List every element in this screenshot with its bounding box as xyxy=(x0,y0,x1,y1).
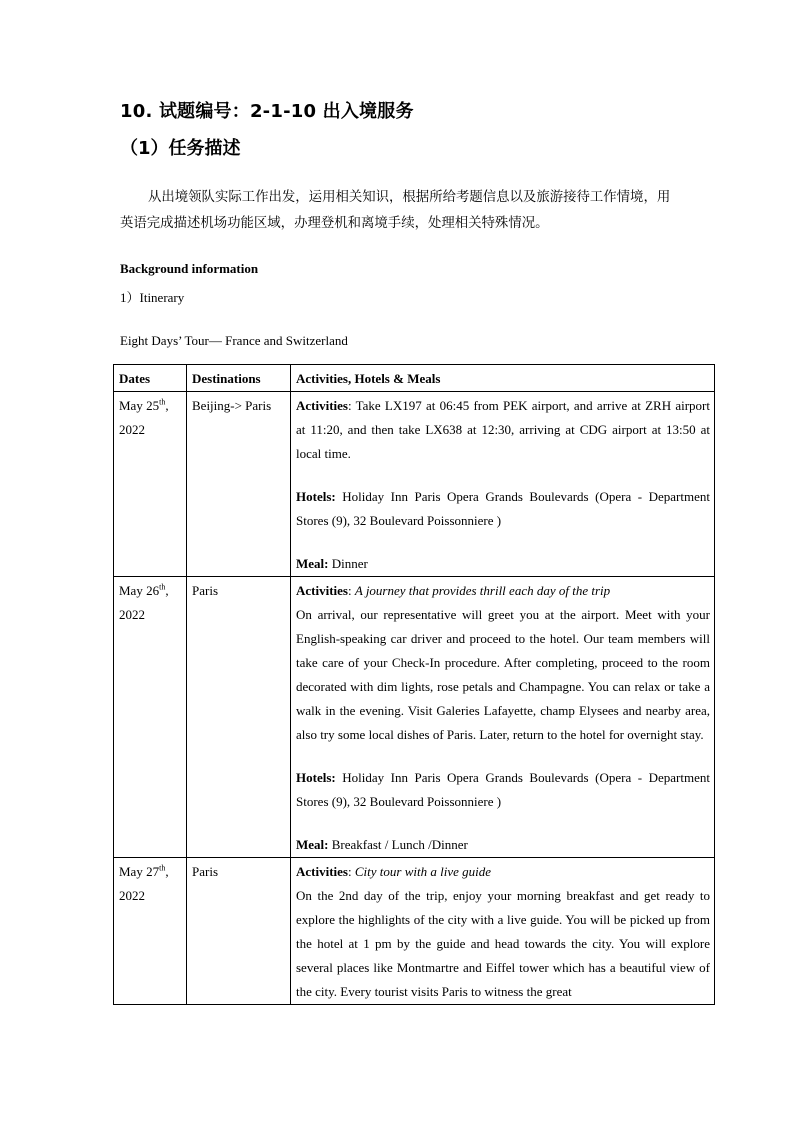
table-header-row xyxy=(114,365,715,392)
tour-title: Eight Days’ Tour— France and Switzerland xyxy=(120,333,348,348)
destination-cell: Paris xyxy=(187,858,291,1005)
header-dates: Dates xyxy=(114,365,187,392)
header-activities: Activities, Hotels & Meals xyxy=(291,365,715,392)
table-row xyxy=(114,577,715,858)
hotels-text: Hotels: Holiday Inn Paris Opera Grands Boulevards (Opera - Department Stores (9), 32 Boulevard Poissonniere ) xyxy=(296,489,710,528)
itinerary-label: 1）Itinerary xyxy=(120,290,185,305)
itinerary-table xyxy=(113,364,715,1005)
date-cell: May 25th, 2022 xyxy=(114,392,187,577)
activities-text: On arrival, our representative will greet you at the airport. Meet with your English-speaking car driver and proceed to the hotel. Our team members will take care of your Check-In procedure. After completing, proceed to the room decorated with dim lights, rose petals and Champagne. You can relax or take a walk in the evening. Visit Galeries Lafayette, champ Elysees and nearby area, also try some local dishes of Paris. Later, return to the hotel for overnight stay. xyxy=(296,607,710,742)
activities-cell xyxy=(291,577,715,858)
activities-heading: Activities: City tour with a live guide xyxy=(296,864,491,879)
header-destinations: Destinations xyxy=(187,365,291,392)
table-row xyxy=(114,858,715,1005)
intro-paragraph: 从出境领队实际工作出发，运用相关知识，根据所给考题信息以及旅游接待工作情境，用英语完成描述机场功能区域，办理登机和离境手续，处理相关特殊情况。 xyxy=(120,190,671,231)
activities-text: On the 2nd day of the trip, enjoy your morning breakfast and get ready to explore the highlights of the city with a live guide. You will be picked up from the hotel at 1 pm by the guide and head towards the city. You will explore several places like Montmartre and Eiffel tower which has a beautiful view of the city. Every tourist visits Paris to witness the great xyxy=(296,888,710,999)
background-heading: Background information xyxy=(120,261,259,276)
meal-text: Meal: Dinner xyxy=(296,556,368,571)
activities-heading: Activities: A journey that provides thrill each day of the trip xyxy=(296,583,611,598)
destination-cell: Paris xyxy=(187,577,291,858)
activities-cell xyxy=(291,392,715,577)
destination-cell: Beijing-> Paris xyxy=(187,392,291,577)
date-cell: May 27th, 2022 xyxy=(114,858,187,1005)
hotels-text: Hotels: Holiday Inn Paris Opera Grands Boulevards (Opera - Department Stores (9), 32 Boulevard Poissonniere ) xyxy=(296,770,710,809)
activities-cell xyxy=(291,858,715,1005)
activities-text: Activities: Take LX197 at 06:45 from PEK airport, and arrive at ZRH airport at 11:20, and then take LX638 at 12:30, arriving at CDG airport at 13:50 at local time. xyxy=(296,398,710,461)
meal-text: Meal: Breakfast / Lunch /Dinner xyxy=(296,837,468,852)
date-cell: May 26th, 2022 xyxy=(114,577,187,858)
question-heading: 10. 试题编号：2-1-10 出入境服务 xyxy=(120,101,414,122)
task-description-heading: （1）任务描述 xyxy=(120,138,241,159)
table-row xyxy=(114,392,715,577)
